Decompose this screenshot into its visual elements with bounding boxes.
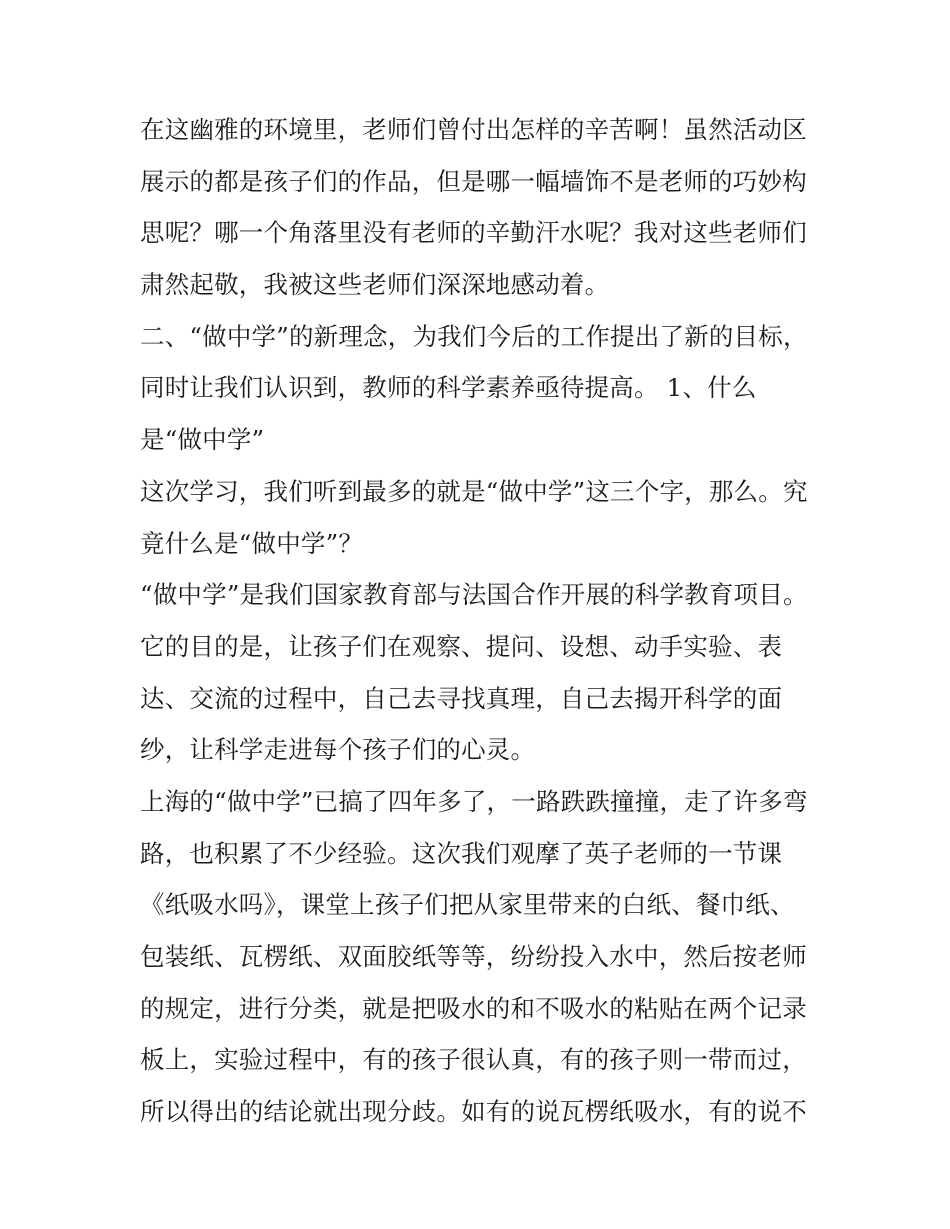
text-line: 竟什么是“做中学”？ (140, 528, 364, 558)
text-line: “做中学”是我们国家教育部与法国合作开展的科学教育项目。 (140, 580, 808, 610)
text-line: 所以得出的结论就出现分歧。如有的说瓦楞纸吸水，有的说不 (140, 1097, 807, 1127)
text-line: 达、交流的过程中，自己去寻找真理，自己去揭开科学的面 (140, 683, 783, 713)
text-line: 这次学习，我们听到最多的就是“做中学”这三个字，那么。究 (140, 476, 808, 506)
subheading-line: 是“做中学” (140, 425, 265, 455)
body-text (140, 104, 820, 1138)
text-line: 板上，实验过程中，有的孩子很认真，有的孩子则一带而过， (140, 1045, 807, 1075)
text-line: 的规定，进行分类，就是把吸水的和不吸水的粘贴在两个记录 (140, 993, 807, 1023)
section-heading-line: 二、“做中学”的新理念，为我们今后的工作提出了新的目标， (140, 321, 808, 351)
text-line: 同时让我们认识到，教师的科学素养亟待提高。 1、什么 (140, 373, 757, 403)
text-line: 思呢？哪一个角落里没有老师的辛勤汗水呢？我对这些老师们 (140, 218, 807, 248)
text-line: 路，也积累了不少经验。这次我们观摩了英子老师的一节课 (140, 838, 783, 868)
text-line: 展示的都是孩子们的作品，但是哪一幅墙饰不是老师的巧妙构 (140, 166, 807, 196)
text-line: 《纸吸水吗》，课堂上孩子们把从家里带来的白纸、餐巾纸、 (140, 890, 795, 920)
text-line: 包装纸、瓦楞纸、双面胶纸等等，纷纷投入水中，然后按老师 (140, 942, 807, 971)
text-line: 肃然起敬，我被这些老师们深深地感动着。 (140, 270, 610, 300)
text-line: 纱，让科学走进每个孩子们的心灵。 (140, 735, 536, 765)
text-line: 在这幽雅的环境里，老师们曾付出怎样的辛苦啊！虽然活动区 (140, 115, 807, 144)
text-line: 它的目的是，让孩子们在观察、提问、设想、动手实验、表 (140, 631, 783, 661)
text-line: 上海的“做中学”已搞了四年多了，一路跌跌撞撞，走了许多弯 (140, 786, 808, 816)
